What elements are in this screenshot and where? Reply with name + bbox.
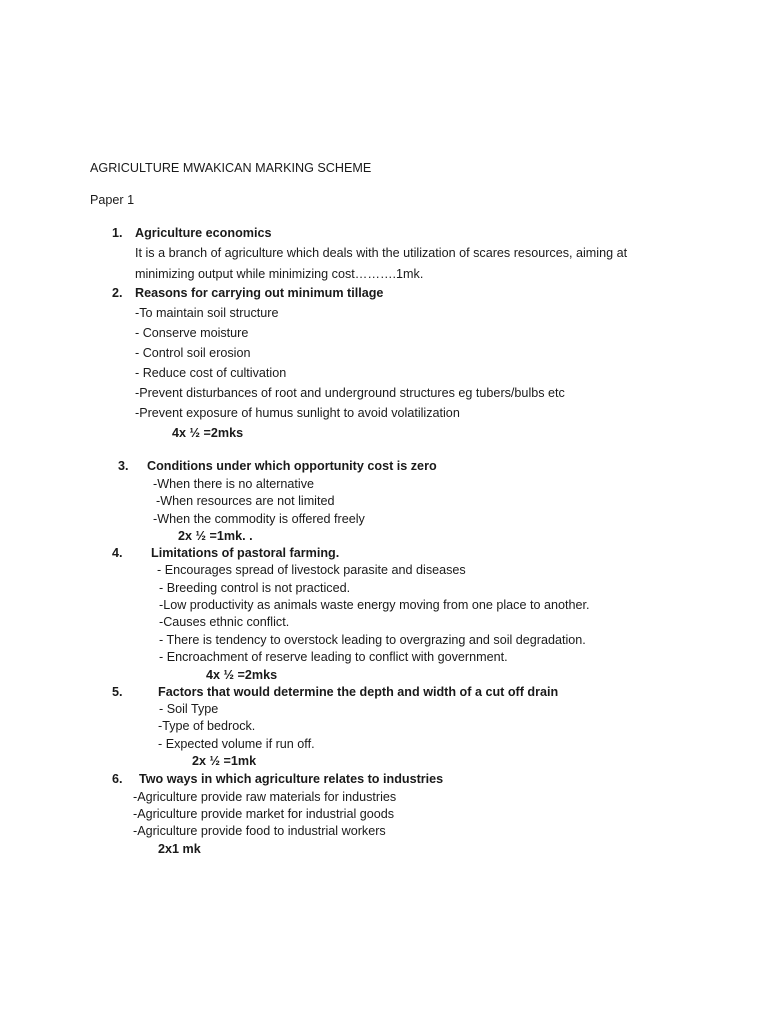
q2-item: - Conserve moisture xyxy=(135,326,249,340)
q2-item: -To maintain soil structure xyxy=(135,306,279,320)
q1-heading: Agriculture economics xyxy=(135,226,272,240)
q3-item: -When there is no alternative xyxy=(153,477,315,491)
q5-heading: Factors that would determine the depth and width of a cut off drain xyxy=(158,685,559,699)
q6-marks: 2x1 mk xyxy=(158,842,201,856)
q4-number: 4. xyxy=(112,546,123,560)
q3-item: -When the commodity is offered freely xyxy=(153,512,365,526)
q1-line: minimizing output while minimizing cost……….1mk. xyxy=(135,267,424,281)
q5-item: - Soil Type xyxy=(159,702,219,716)
q4-heading: Limitations of pastoral farming. xyxy=(151,546,340,560)
q3-marks: 2x ½ =1mk. . xyxy=(178,529,253,543)
q6-item: -Agriculture provide market for industrial goods xyxy=(133,807,395,821)
q2-item: -Prevent exposure of humus sunlight to avoid volatilization xyxy=(135,406,460,420)
q1-number: 1. xyxy=(112,226,123,240)
q4-marks: 4x ½ =2mks xyxy=(206,668,278,682)
q2-heading: Reasons for carrying out minimum tillage xyxy=(135,286,384,300)
q6-item: -Agriculture provide food to industrial workers xyxy=(133,824,386,838)
q3-heading: Conditions under which opportunity cost is zero xyxy=(147,459,437,473)
q2-item: -Prevent disturbances of root and underground structures eg tubers/bulbs etc xyxy=(135,386,565,400)
paper-label: Paper 1 xyxy=(90,193,135,207)
q2-item: - Control soil erosion xyxy=(135,346,251,360)
q4-item: -Low productivity as animals waste energy moving from one place to another. xyxy=(159,598,590,612)
q2-number: 2. xyxy=(112,286,123,300)
q6-item: -Agriculture provide raw materials for industries xyxy=(133,790,397,804)
q6-number: 6. xyxy=(112,772,123,786)
q3-item: -When resources are not limited xyxy=(156,494,335,508)
q2-item: - Reduce cost of cultivation xyxy=(135,366,287,380)
q2-marks: 4x ½ =2mks xyxy=(172,426,244,440)
q4-item: - Encourages spread of livestock parasite and diseases xyxy=(157,563,466,577)
q4-item: -Causes ethnic conflict. xyxy=(159,615,290,629)
q3-number: 3. xyxy=(118,459,129,473)
q1-line: It is a branch of agriculture which deals with the utilization of scares resources, aiming at xyxy=(135,246,628,260)
q5-item: -Type of bedrock. xyxy=(158,719,256,733)
q5-number: 5. xyxy=(112,685,123,699)
q4-item: - Breeding control is not practiced. xyxy=(159,581,351,595)
q4-item: - There is tendency to overstock leading to overgrazing and soil degradation. xyxy=(159,633,586,647)
q5-marks: 2x ½ =1mk xyxy=(192,754,257,768)
q4-item: - Encroachment of reserve leading to conflict with government. xyxy=(159,650,508,664)
document-title: AGRICULTURE MWAKICAN MARKING SCHEME xyxy=(90,161,372,175)
q6-heading: Two ways in which agriculture relates to industries xyxy=(139,772,444,786)
q5-item: - Expected volume if run off. xyxy=(158,737,315,751)
